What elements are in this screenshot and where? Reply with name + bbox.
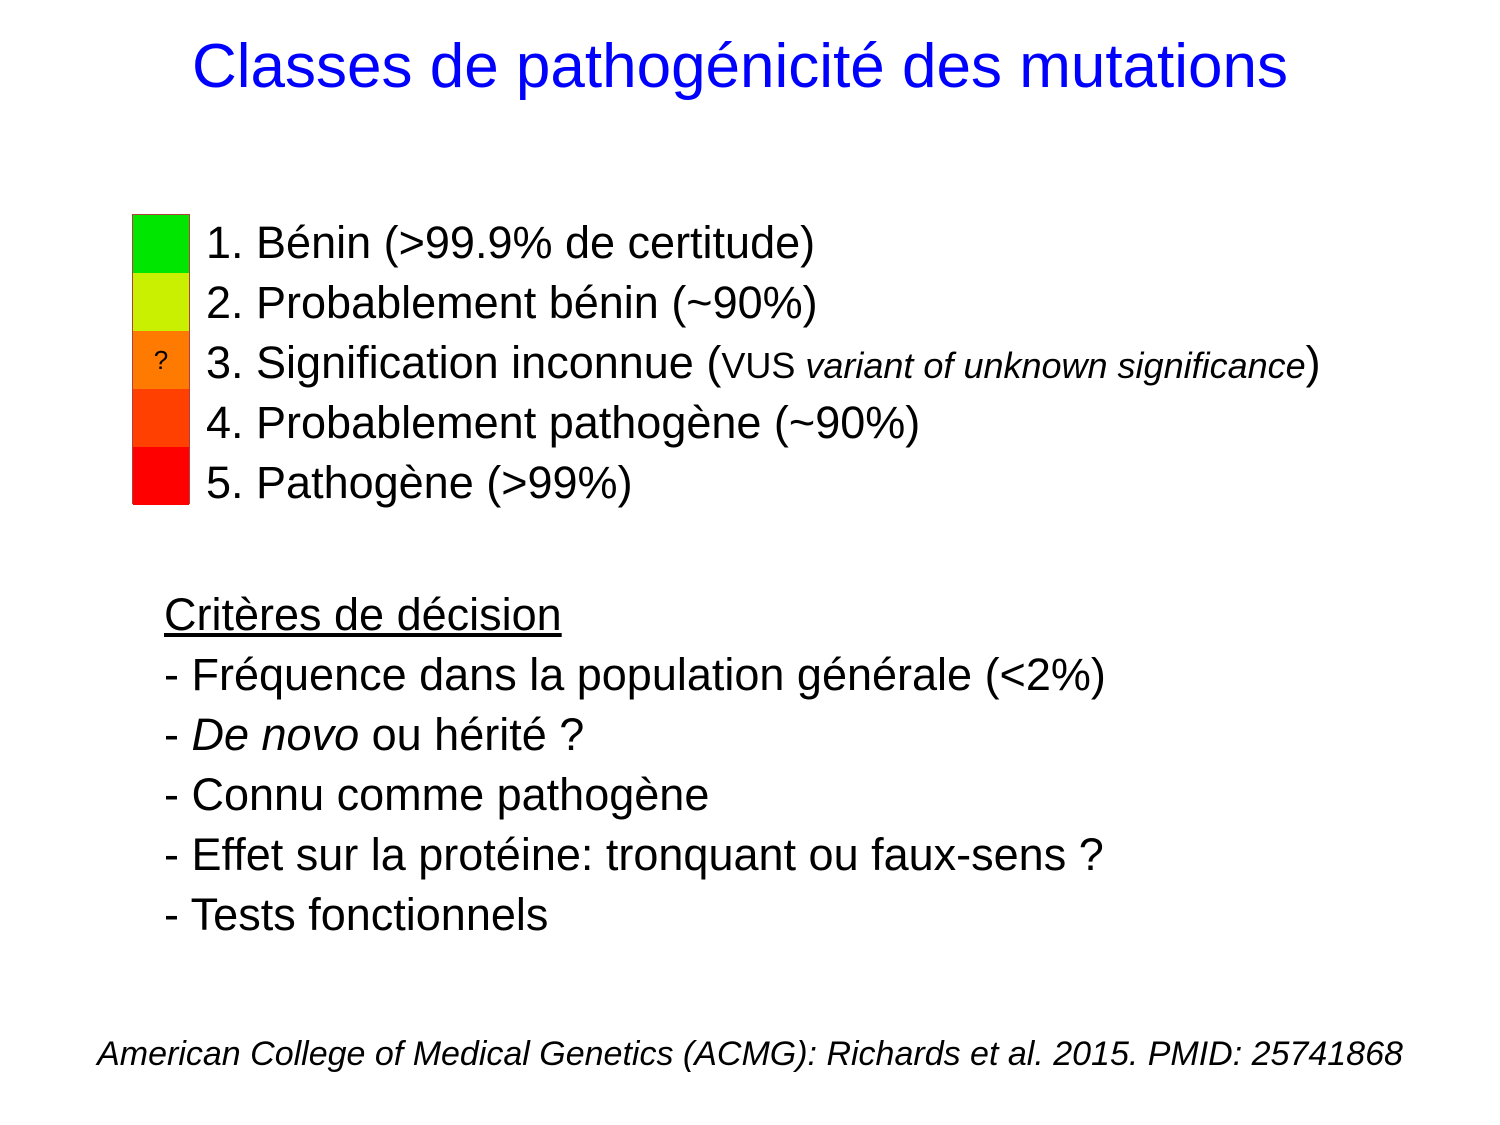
vus-full-name: variant of unknown significance [805, 345, 1306, 386]
class-item-uncertain-suffix: ) [1305, 337, 1321, 388]
question-mark-icon: ? [153, 344, 169, 375]
criteria-item-frequency: - Fréquence dans la population générale (<2%) [164, 649, 1106, 700]
criteria-de-novo-rest: ou hérité ? [359, 709, 585, 760]
class-item-likely-pathogenic: 4. Probablement pathogène (~90%) [206, 397, 921, 448]
scale-swatch-likely-pathogenic [133, 389, 189, 447]
vus-abbreviation: VUS [721, 345, 806, 386]
criteria-item-de-novo [164, 705, 1106, 765]
pathogenicity-class-list [206, 213, 1321, 513]
pathogenicity-color-scale [132, 214, 190, 504]
scale-swatch-benign [133, 215, 189, 273]
de-novo-term: De novo [191, 709, 360, 760]
scale-swatch-likely-benign [133, 273, 189, 331]
class-item-uncertain-prefix: 3. Signification inconnue ( [206, 337, 722, 388]
scale-swatch-pathogenic [133, 447, 189, 505]
slide-title: Classes de pathogénicité des mutations [192, 32, 1288, 101]
class-item-pathogenic: 5. Pathogène (>99%) [206, 457, 633, 508]
class-item-uncertain [206, 333, 1321, 393]
criteria-heading: Critères de décision [164, 589, 562, 640]
decision-criteria [164, 585, 1106, 945]
criteria-item-functional-tests: - Tests fonctionnels [164, 889, 549, 940]
citation: American College of Medical Genetics (ACMG): Richards et al. 2015. PMID: 25741868 [97, 1035, 1403, 1073]
criteria-item-known-pathogenic: - Connu comme pathogène [164, 769, 710, 820]
scale-swatch-uncertain [133, 331, 189, 389]
class-item-benign: 1. Bénin (>99.9% de certitude) [206, 217, 816, 268]
criteria-dash: - [164, 709, 192, 760]
class-item-likely-benign: 2. Probablement bénin (~90%) [206, 277, 818, 328]
criteria-item-protein-effect: - Effet sur la protéine: tronquant ou faux-sens ? [164, 829, 1104, 880]
